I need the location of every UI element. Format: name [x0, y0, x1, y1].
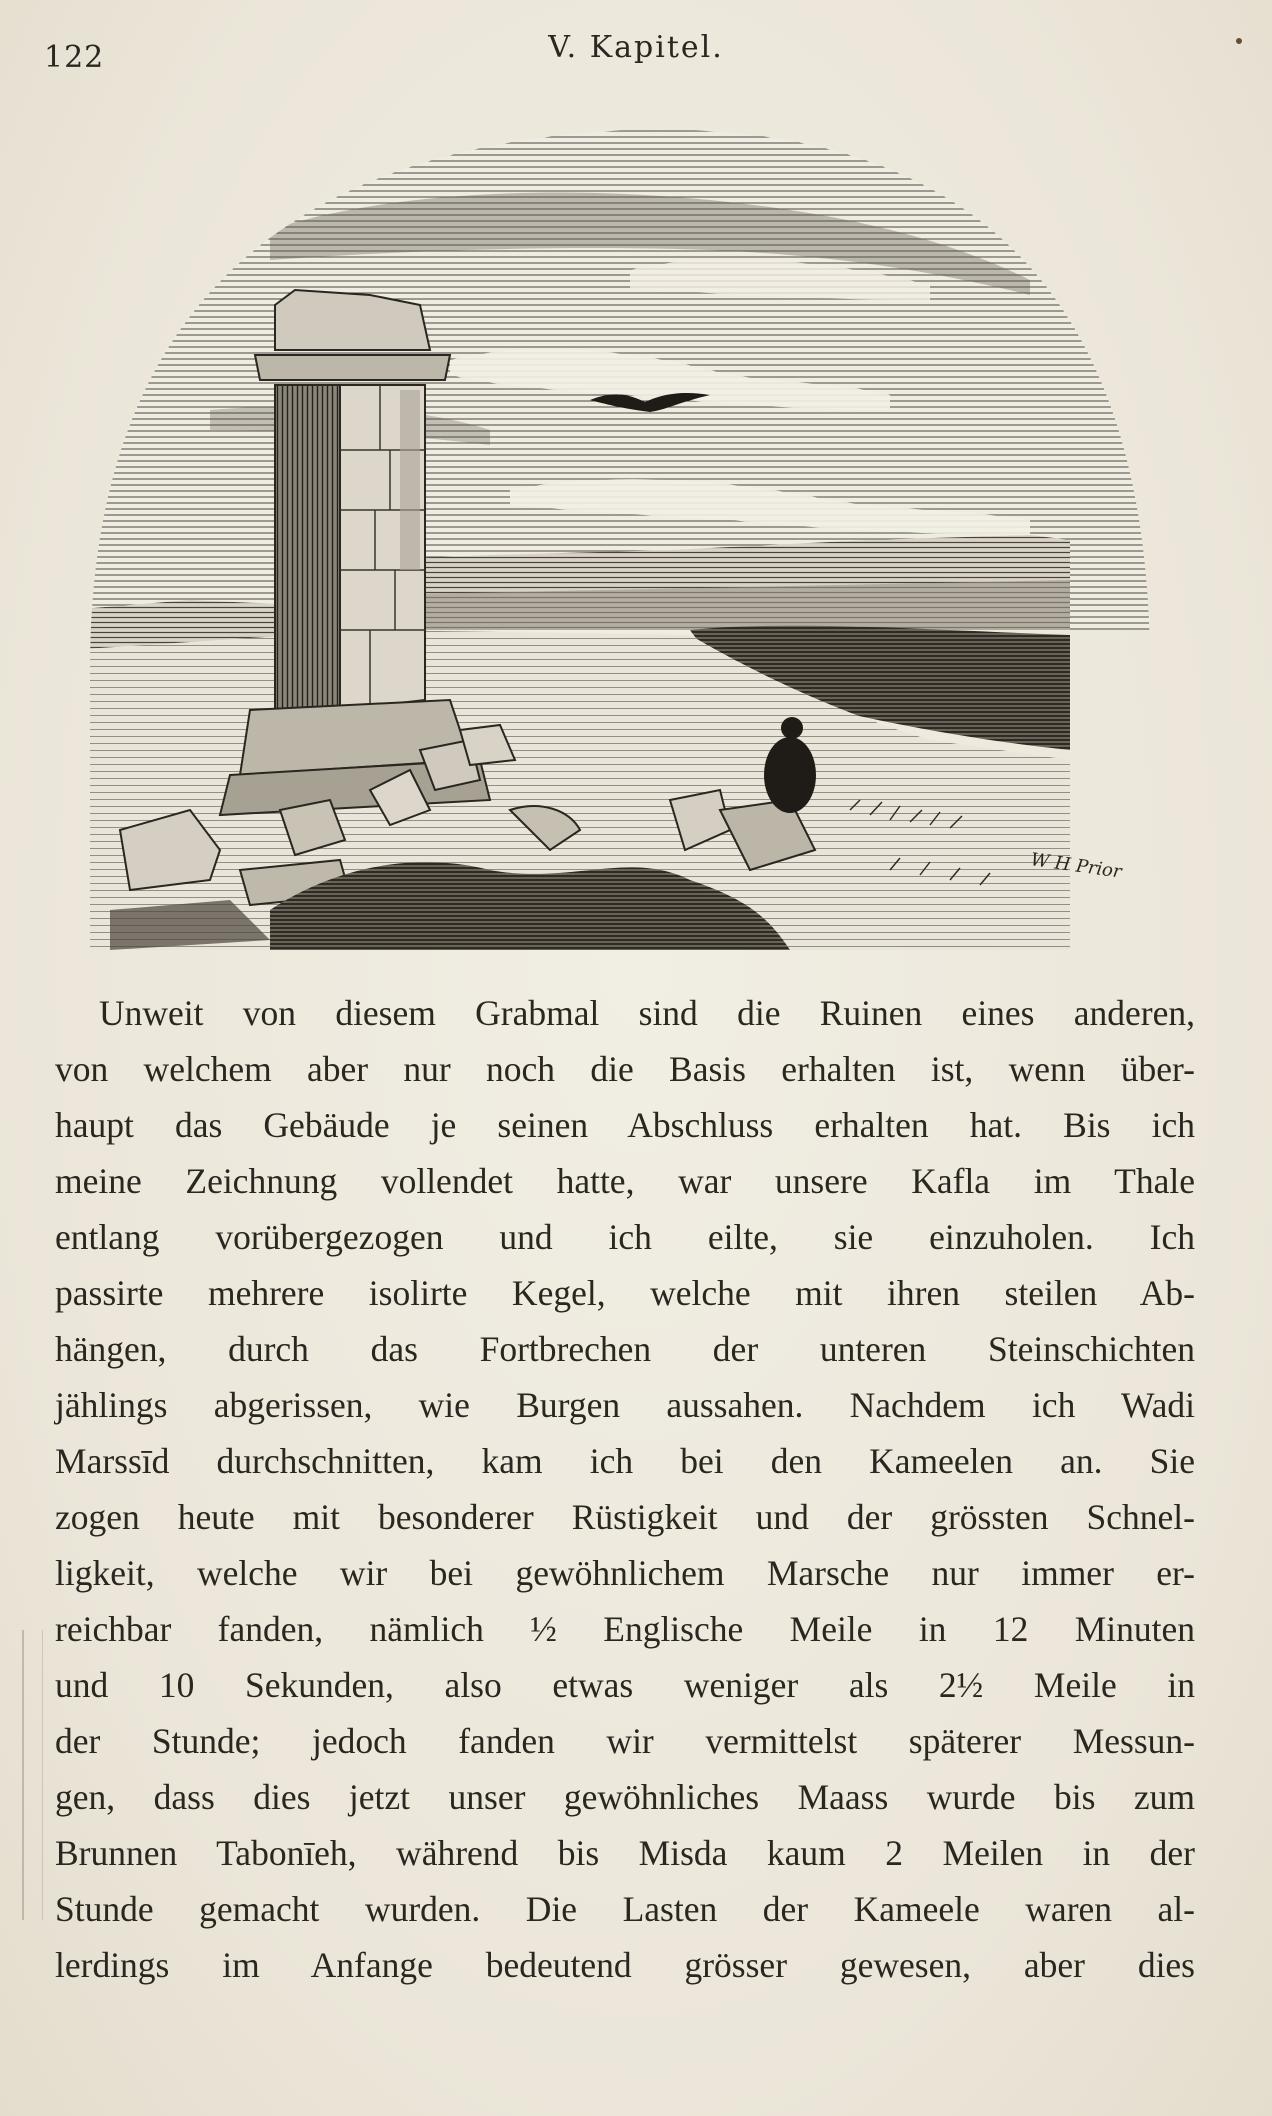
page-header — [0, 30, 1272, 80]
body-paragraph — [55, 985, 1195, 1993]
text-line: passirte mehrere isolirte Kegel, welche mit ihren steilen Ab- — [55, 1273, 1195, 1313]
text-line: hängen, durch das Fortbrechen der unteren Steinschichten — [55, 1329, 1195, 1369]
running-head: V. Kapitel. — [548, 30, 724, 65]
text-line: Marssīd durchschnitten, kam ich bei den Kameelen an. Sie — [55, 1441, 1195, 1481]
ink-speck — [1236, 38, 1242, 44]
text-line: ligkeit, welche wir bei gewöhnlichem Marsche nur immer er- — [55, 1553, 1195, 1593]
text-line: Stunde gemacht wurden. Die Lasten der Kameele waren al- — [55, 1889, 1195, 1929]
text-line: zogen heute mit besonderer Rüstigkeit und der grössten Schnel- — [55, 1497, 1195, 1537]
text-line: reichbar fanden, nämlich ½ Englische Meile in 12 Minuten — [55, 1609, 1195, 1649]
text-line: jählings abgerissen, wie Burgen aussahen. Nachdem ich Wadi — [55, 1385, 1195, 1425]
text-line: Brunnen Tabonīeh, während bis Misda kaum 2 Meilen in der — [55, 1833, 1195, 1873]
text-line: lerdings im Anfange bedeutend grösser gewesen, aber dies — [55, 1945, 1195, 1985]
engraving-illustration — [70, 110, 1170, 980]
text-line: haupt das Gebäude je seinen Abschluss erhalten hat. Bis ich — [55, 1105, 1195, 1145]
page-number: 122 — [44, 40, 105, 75]
margin-pencil-mark — [22, 1630, 43, 1920]
text-line: meine Zeichnung vollendet hatte, war unsere Kafla im Thale — [55, 1161, 1195, 1201]
engraver-signature: W H Prior — [1029, 849, 1123, 883]
text-line: und 10 Sekunden, also etwas weniger als 2½ Meile in — [55, 1665, 1195, 1705]
text-line: entlang vorübergezogen und ich eilte, sie einzuholen. Ich — [55, 1217, 1195, 1257]
text-line: Unweit von diesem Grabmal sind die Ruinen eines anderen, — [99, 993, 1195, 1033]
text-line: von welchem aber nur noch die Basis erhalten ist, wenn über- — [55, 1049, 1195, 1089]
text-line: gen, dass dies jetzt unser gewöhnliches Maass wurde bis zum — [55, 1777, 1195, 1817]
text-line: der Stunde; jedoch fanden wir vermittelst späterer Messun- — [55, 1721, 1195, 1761]
